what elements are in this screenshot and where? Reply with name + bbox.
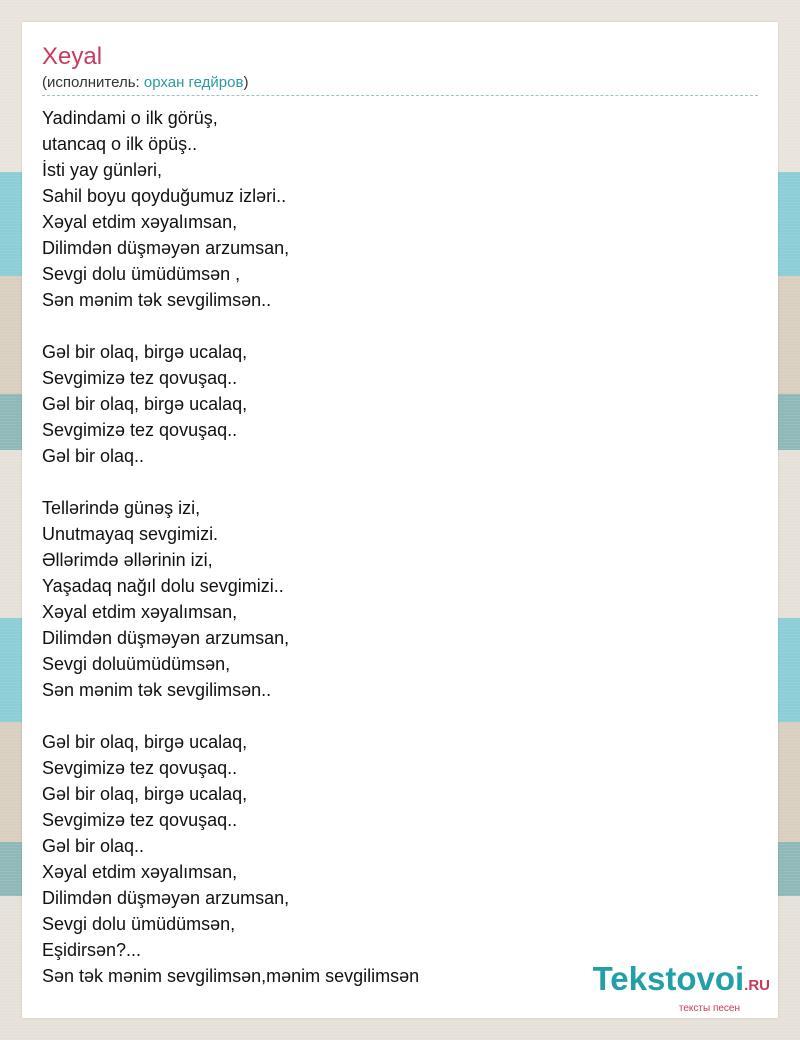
lyric-line: Gəl bir olaq, birgə ucalaq,: [42, 394, 248, 414]
song-title: Xeyal: [42, 43, 103, 70]
lyric-line: Sahil boyu qoyduğumuz izləri..: [42, 186, 287, 206]
lyric-line: Dilimdən düşməyən arzumsan,: [42, 238, 290, 258]
lyric-line: Xəyal etdim xəyalımsan,: [42, 212, 238, 232]
lyric-line: Sən mənim tək sevgilimsən..: [42, 290, 272, 310]
lyric-line: Xəyal etdim xəyalımsan,: [42, 602, 238, 622]
lyric-line: Sevgi dolu ümüdümsən,: [42, 914, 236, 934]
lyric-line: Əllərimdə əllərinin izi,: [42, 550, 213, 570]
lyric-line: İsti yay günləri,: [42, 160, 163, 180]
lyric-line: Unutmayaq sevgimizi.: [42, 524, 219, 544]
lyric-line: Sən mənim tək sevgilimsən..: [42, 680, 272, 700]
lyric-line: Sən tək mənim sevgilimsən,mənim sevgilimsən: [42, 966, 420, 986]
lyric-line: Yadindami o ilk görüş,: [42, 108, 218, 128]
logo-wordmark: [593, 962, 770, 1003]
logo-domain-suffix: .RU: [744, 977, 770, 994]
lyrics-body: [42, 105, 419, 989]
lyric-line: Tellərində günəş izi,: [42, 498, 201, 518]
lyric-line: Dilimdən düşməyən arzumsan,: [42, 628, 290, 648]
lyric-blank-line: [42, 703, 419, 729]
site-logo[interactable]: [593, 962, 770, 1014]
lyrics-card: [22, 22, 778, 1018]
lyric-line: Gəl bir olaq, birgə ucalaq,: [42, 732, 248, 752]
lyric-line: Sevgi doluümüdümsən,: [42, 654, 231, 674]
lyric-line: Sevgi dolu ümüdümsən ,: [42, 264, 241, 284]
performer-line: [42, 73, 758, 96]
lyric-line: Sevgimizə tez qovuşaq..: [42, 368, 238, 388]
logo-tagline: тексты песен: [678, 1003, 740, 1014]
performer-prefix: (исполнитель:: [42, 74, 144, 91]
lyric-line: Gəl bir olaq, birgə ucalaq,: [42, 342, 248, 362]
lyric-line: Eşidirsən?...: [42, 940, 142, 960]
lyric-line: Yaşadaq nağıl dolu sevgimizi..: [42, 576, 284, 596]
lyric-line: Gəl bir olaq, birgə ucalaq,: [42, 784, 248, 804]
lyric-blank-line: [42, 469, 419, 495]
lyric-line: Sevgimizə tez qovuşaq..: [42, 758, 238, 778]
logo-name: Tekstovoi: [592, 960, 745, 997]
performer-suffix: ): [243, 74, 249, 91]
lyric-blank-line: [42, 313, 419, 339]
lyric-line: Dilimdən düşməyən arzumsan,: [42, 888, 290, 908]
lyric-line: Gəl bir olaq..: [42, 836, 145, 856]
lyric-line: Xəyal etdim xəyalımsan,: [42, 862, 238, 882]
lyric-line: Sevgimizə tez qovuşaq..: [42, 810, 238, 830]
performer-link[interactable]: орхан гедйров: [143, 74, 244, 91]
lyric-line: Gəl bir olaq..: [42, 446, 145, 466]
lyric-line: Sevgimizə tez qovuşaq..: [42, 420, 238, 440]
lyric-line: utancaq o ilk öpüş..: [42, 134, 198, 154]
